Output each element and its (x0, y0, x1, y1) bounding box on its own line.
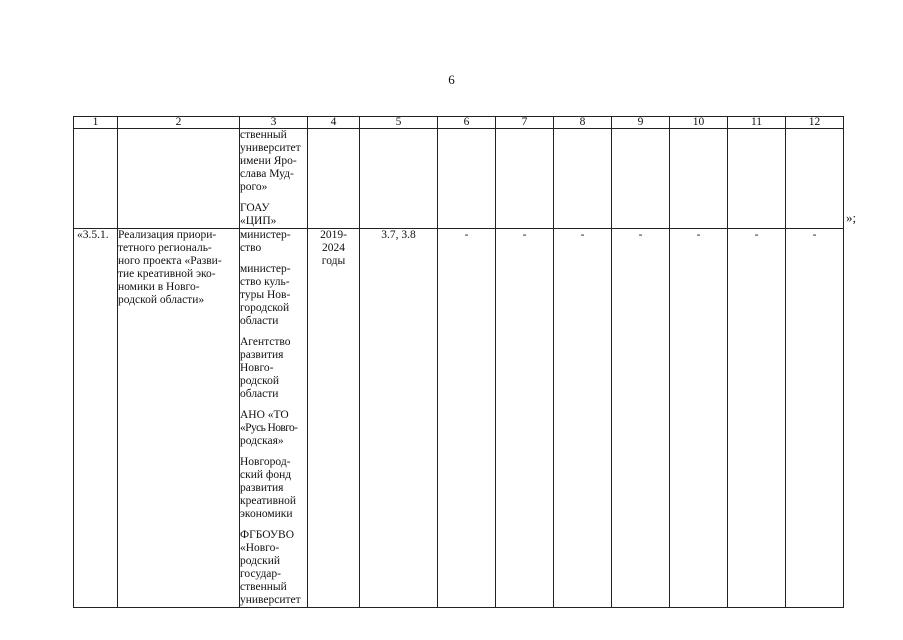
program-table (73, 116, 844, 608)
text-line: области (240, 315, 279, 327)
table-cell (670, 129, 728, 229)
table-cell (786, 129, 844, 229)
executor-entry (240, 456, 307, 521)
text-line: «ЦИП» (240, 215, 277, 227)
dash-cell: - (612, 229, 670, 608)
text-line: области (240, 388, 279, 400)
header-cell: 1 (74, 117, 118, 129)
header-cell: 5 (360, 117, 438, 129)
text-line: годы (321, 255, 346, 267)
executors-cell (240, 129, 308, 229)
text-line: родской области» (118, 294, 205, 306)
table-cell (74, 129, 118, 229)
header-cell: 3 (240, 117, 308, 129)
text-line: креативной (240, 495, 297, 507)
item-name (118, 229, 240, 608)
dash-cell: - (728, 229, 786, 608)
table-cell (612, 129, 670, 229)
text-line: АНО «ТО (240, 409, 289, 421)
text-line: ственный (240, 581, 287, 593)
executor-entry (240, 129, 307, 194)
text-line: тие креативной эко- (118, 268, 216, 280)
text-line: экономики (240, 508, 293, 520)
period-cell (308, 229, 360, 608)
text-line: номики в Новго- (118, 281, 200, 293)
text-line: ного проекта «Разви- (118, 255, 222, 267)
text-line: «Русь Новго- (240, 422, 298, 434)
text-line: рого» (240, 181, 268, 193)
text-line: министер- (240, 263, 291, 275)
table-cell (360, 129, 438, 229)
table-row (74, 129, 844, 229)
executor-entry (240, 409, 307, 448)
text-line: родской (240, 375, 280, 387)
executor-entry (240, 529, 307, 607)
dash-cell: - (670, 229, 728, 608)
text-line: ский фонд (240, 469, 292, 481)
header-row (74, 117, 844, 129)
text-line: ство куль- (240, 276, 290, 288)
dash-cell: - (554, 229, 612, 608)
page-number: 6 (448, 72, 455, 87)
text-line: туры Нов- (240, 289, 291, 301)
closing-quote-mark: »; (846, 210, 857, 225)
text-line: городской (240, 302, 290, 314)
executor-entry (240, 336, 307, 401)
text-line: ГОАУ (240, 202, 270, 214)
table-cell (554, 129, 612, 229)
text-line: имени Яро- (240, 155, 297, 167)
text-line: университет (240, 142, 301, 154)
text-line: 2024 (322, 242, 345, 254)
header-cell: 11 (728, 117, 786, 129)
item-number: «3.5.1. (74, 229, 118, 608)
text-line: родский (240, 555, 281, 567)
text-line: развития (240, 349, 284, 361)
text-line: ственный (240, 129, 287, 141)
header-cell: 4 (308, 117, 360, 129)
table-cell (118, 129, 240, 229)
text-line: 2019- (320, 229, 347, 241)
text-line: слава Муд- (240, 168, 294, 180)
header-cell: 10 (670, 117, 728, 129)
table-cell (438, 129, 496, 229)
text-line: государ- (240, 568, 281, 580)
executors-cell (240, 229, 308, 608)
table-cell (308, 129, 360, 229)
header-cell: 8 (554, 117, 612, 129)
header-cell: 2 (118, 117, 240, 129)
text-line: родская» (240, 435, 284, 447)
table-row (74, 229, 844, 608)
header-cell: 12 (786, 117, 844, 129)
executor-entry (240, 202, 307, 228)
text-line: развития (240, 482, 284, 494)
text-line: Новго- (240, 362, 274, 374)
table-cell (496, 129, 554, 229)
text-line: Новгород- (240, 456, 291, 468)
executor-entry (240, 229, 307, 255)
text-line: министер- (240, 229, 291, 241)
dash-cell: - (438, 229, 496, 608)
header-cell: 9 (612, 117, 670, 129)
text-line: «Новго- (240, 542, 280, 554)
text-line: Реализация приори- (118, 229, 217, 241)
text-line: Агентство (240, 336, 291, 348)
targets-cell: 3.7, 3.8 (360, 229, 438, 608)
text-line: университет (240, 594, 301, 606)
executor-entry (240, 263, 307, 328)
text-line: ство (240, 242, 262, 254)
text-line: тетного региональ- (118, 242, 212, 254)
table-cell (728, 129, 786, 229)
text-line: ФГБОУВО (240, 529, 295, 541)
dash-cell: - (786, 229, 844, 608)
header-cell: 6 (438, 117, 496, 129)
dash-cell: - (496, 229, 554, 608)
header-cell: 7 (496, 117, 554, 129)
